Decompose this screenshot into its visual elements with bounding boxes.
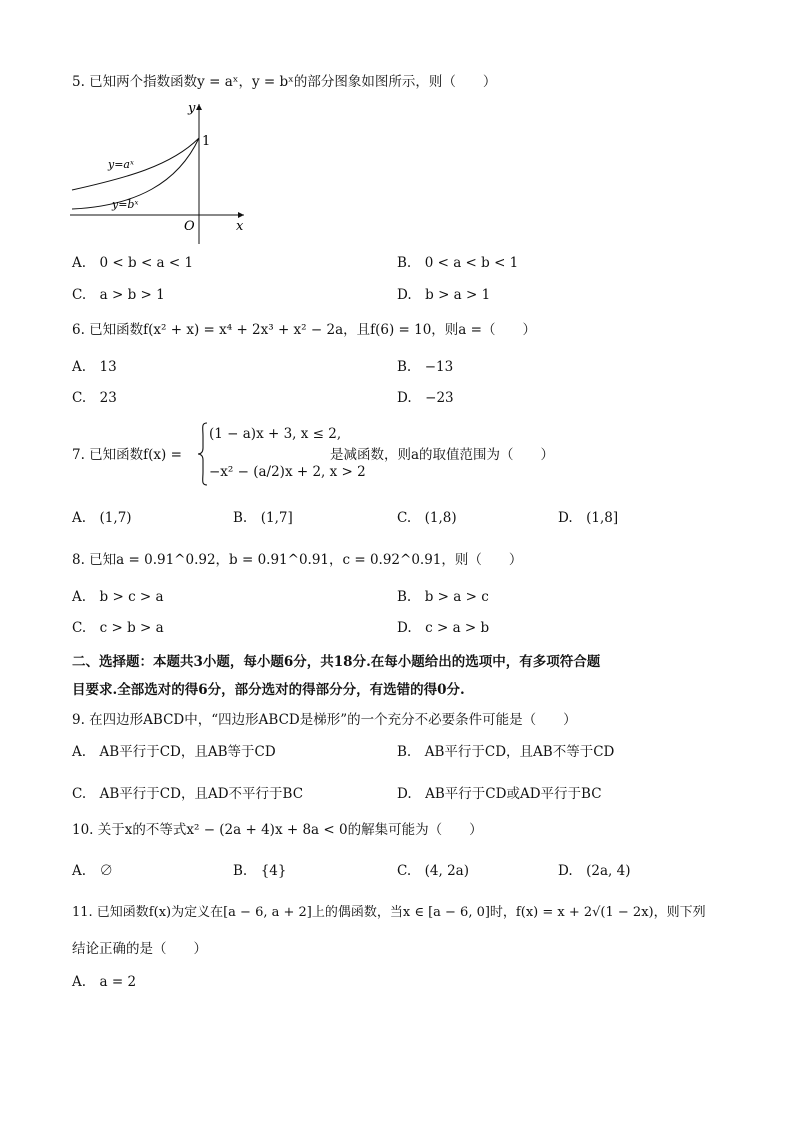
q5-option-d[interactable]: D. b > a > 1 <box>397 287 491 303</box>
question-7-suffix: 是减函数，则a的取值范围为（ ） <box>330 447 555 463</box>
question-11-line-2: 结论正确的是（ ） <box>72 941 207 957</box>
curve-a <box>72 138 199 190</box>
question-7-prefix: 7. 已知函数f(x) = <box>72 447 182 463</box>
question-11-line-1: 11. 已知函数f(x)为定义在[a − 6, a + 2]上的偶函数，当x ∈ [a − 6, 0]时，f(x) = x + 2√(1 − 2x)，则下列 <box>72 905 706 920</box>
q7-option-c[interactable]: C. (1,8) <box>397 510 457 526</box>
q9-option-a[interactable]: A. AB平行于CD，且AB等于CD <box>72 744 276 760</box>
q8-option-b[interactable]: B. b > a > c <box>397 589 489 605</box>
question-8-stem: 8. 已知a = 0.91^0.92，b = 0.91^0.91，c = 0.92^0.91，则（ ） <box>72 552 523 568</box>
y-axis-label: y <box>188 101 196 116</box>
q7-option-a[interactable]: A. (1,7) <box>72 510 132 526</box>
q7-case-1: (1 − a)x + 3, x ≤ 2, <box>209 426 342 442</box>
curve-a-label: y=aˣ <box>108 158 134 171</box>
q8-option-d[interactable]: D. c > a > b <box>397 620 490 636</box>
section-2-heading-line-1: 二、选择题：本题共3小题，每小题6分，共18分.在每小题给出的选项中，有多项符合题 <box>72 654 601 670</box>
q10-option-d[interactable]: D. (2a, 4) <box>558 863 631 879</box>
q8-option-c[interactable]: C. c > b > a <box>72 620 164 636</box>
q8-option-a[interactable]: A. b > c > a <box>72 589 164 605</box>
q6-option-c[interactable]: C. 23 <box>72 390 117 406</box>
q7-option-b[interactable]: B. (1,7] <box>233 510 293 526</box>
exponential-graph <box>66 98 256 248</box>
intercept-label: 1 <box>202 134 211 149</box>
question-9-stem: 9. 在四边形ABCD中，“四边形ABCD是梯形”的一个充分不必要条件可能是（ ） <box>72 712 577 728</box>
q10-option-a[interactable]: A. ∅ <box>72 863 114 879</box>
q5-option-a[interactable]: A. 0 < b < a < 1 <box>72 255 194 271</box>
q6-option-d[interactable]: D. −23 <box>397 390 454 406</box>
q6-option-a[interactable]: A. 13 <box>72 359 117 375</box>
section-2-heading-line-2: 目要求.全部选对的得6分，部分选对的得部分分，有选错的得0分. <box>72 682 465 698</box>
curve-b-label: y=bˣ <box>112 198 139 211</box>
origin-label: O <box>184 219 195 234</box>
q10-option-b[interactable]: B. {4} <box>233 863 287 879</box>
q9-option-c[interactable]: C. AB平行于CD，且AD不平行于BC <box>72 786 304 802</box>
q7-case-2: −x² − (a/2)x + 2, x > 2 <box>209 464 366 480</box>
q11-option-a[interactable]: A. a = 2 <box>72 974 137 990</box>
q5-option-c[interactable]: C. a > b > 1 <box>72 287 165 303</box>
q9-option-d[interactable]: D. AB平行于CD或AD平行于BC <box>397 786 602 802</box>
q5-option-b[interactable]: B. 0 < a < b < 1 <box>397 255 519 271</box>
q6-option-b[interactable]: B. −13 <box>397 359 454 375</box>
question-6-stem: 6. 已知函数f(x² + x) = x⁴ + 2x³ + x² − 2a，且f(6) = 10，则a =（ ） <box>72 322 536 338</box>
q7-option-d[interactable]: D. (1,8] <box>558 510 619 526</box>
x-axis-label: x <box>236 219 244 234</box>
q10-option-c[interactable]: C. (4, 2a) <box>397 863 469 879</box>
piecewise-brace <box>197 422 209 486</box>
q9-option-b[interactable]: B. AB平行于CD，且AB不等于CD <box>397 744 615 760</box>
question-5-stem: 5. 已知两个指数函数y = aˣ，y = bˣ的部分图象如图所示，则（ ） <box>72 74 497 90</box>
question-10-stem: 10. 关于x的不等式x² − (2a + 4)x + 8a < 0的解集可能为（ ） <box>72 822 483 838</box>
